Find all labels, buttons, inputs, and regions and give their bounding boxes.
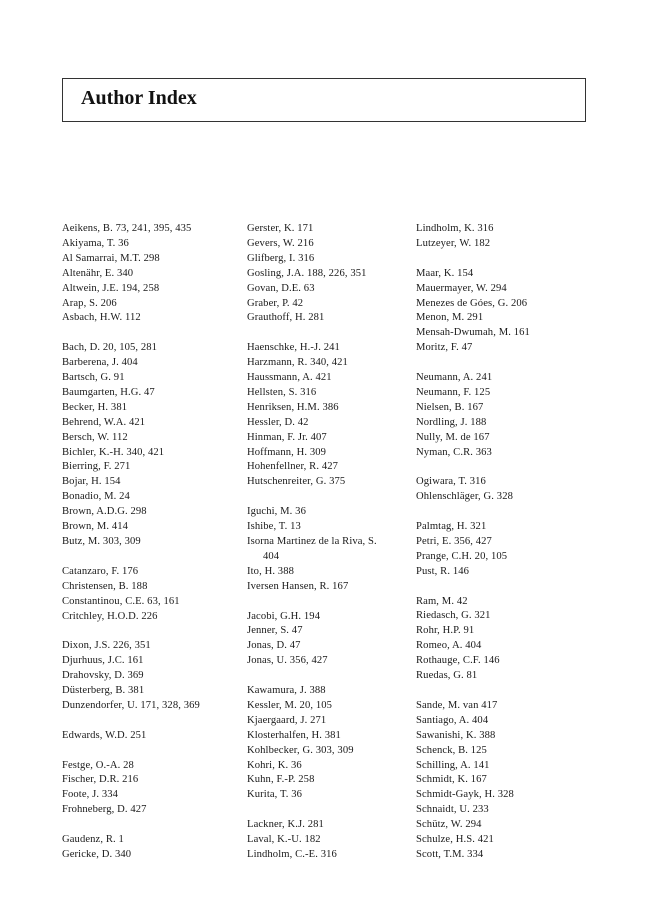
entry-gap [416,684,591,699]
index-entry: Nyman, C.R. 363 [416,446,492,458]
index-entry: Graber, P. 42 [247,297,304,309]
index-entry: Altenähr, E. 340 [62,267,134,279]
index-entry: Palmtag, H. 321 [416,521,487,533]
index-entry: Klosterhalfen, H. 381 [247,729,341,741]
index-entry: Düsterberg, B. 381 [62,685,145,697]
index-entry: Butz, M. 303, 309 [62,536,141,548]
index-entry: Haussmann, A. 421 [247,372,332,384]
index-entry: Petri, E. 356, 427 [416,535,492,547]
index-entry: Sande, M. van 417 [416,699,498,711]
index-entry: Schnaidt, U. 233 [416,804,489,816]
index-entry: Constantinou, C.E. 63, 161 [62,595,180,607]
index-column-1 [62,222,232,863]
title-box [62,78,586,122]
index-entry: Foote, J. 334 [62,789,119,801]
index-entry: Henriksen, H.M. 386 [247,401,339,413]
index-entry: Kurita, T. 36 [247,789,303,801]
entry-gap [416,252,591,267]
entry-gap [62,744,232,759]
index-entry: Gevers, W. 216 [247,237,314,249]
index-entry: Hessler, D. 42 [247,416,309,428]
index-entry: Schmidt-Gayk, H. 328 [416,789,514,801]
entry-gap [416,580,591,595]
page-title: Author Index [81,87,197,109]
index-entry: Akiyama, T. 36 [62,237,129,249]
index-entry: Ito, H. 388 [247,565,295,577]
index-entry: Jonas, U. 356, 427 [247,655,328,667]
index-entry: Bersch, W. 112 [62,431,128,443]
index-entry: Sawanishi, K. 388 [416,729,496,741]
index-entry: Schulze, H.S. 421 [416,834,494,846]
index-entry: Ram, M. 42 [416,595,468,607]
index-entry-continuation: 404 [263,550,280,562]
index-column-3 [416,222,591,863]
index-entry: Moritz, F. 47 [416,342,473,354]
index-entry: Rothauge, C.F. 146 [416,655,500,667]
index-entry: Pust, R. 146 [416,565,470,577]
index-entry: Drahovsky, D. 369 [62,670,144,682]
index-entry: Becker, H. 381 [62,401,128,413]
index-entry: Kawamura, J. 388 [247,685,326,697]
index-entry: Romeo, A. 404 [416,640,482,652]
index-entry: Hutschenreiter, G. 375 [247,476,346,488]
index-entry: Schilling, A. 141 [416,759,490,771]
index-column-2 [247,222,417,863]
index-entry: Gericke, D. 340 [62,848,132,860]
index-entry: Dixon, J.S. 226, 351 [62,640,151,652]
index-entry: Isorna Martinez de la Riva, S. [247,536,377,547]
index-entry: Santiago, A. 404 [416,714,489,726]
index-entry: Barberena, J. 404 [62,357,138,369]
entry-gap [62,550,232,565]
index-entry: Ruedas, G. 81 [416,670,478,682]
index-entry: Gaudenz, R. 1 [62,834,124,846]
index-entry: Ohlenschläger, G. 328 [416,491,513,503]
index-entry: Djurhuus, J.C. 161 [62,655,144,667]
entry-gap [247,490,417,505]
index-entry: Laval, K.-U. 182 [247,834,321,846]
index-entry: Asbach, H.W. 112 [62,312,141,324]
index-entry: Hellsten, S. 316 [247,386,317,398]
index-entry: Bonadio, M. 24 [62,491,130,503]
entry-gap [247,803,417,818]
entry-gap [62,326,232,341]
index-entry: Schütz, W. 294 [416,819,482,831]
index-entry: Al Samarrai, M.T. 298 [62,252,160,264]
index-entry: Gosling, J.A. 188, 226, 351 [247,267,367,279]
entry-gap [416,356,591,371]
index-entry: Aeikens, B. 73, 241, 395, 435 [62,223,192,234]
index-entry: Behrend, W.A. 421 [62,416,146,428]
index-entry: Frohneberg, D. 427 [62,804,147,816]
index-entry: Kohri, K. 36 [247,759,302,771]
index-entry: Hoffmann, H. 309 [247,446,327,458]
index-entry: Schenck, B. 125 [416,744,487,756]
index-entry: Grauthoff, H. 281 [247,312,325,324]
index-entry: Fischer, D.R. 216 [62,774,139,786]
index-entry: Brown, A.D.G. 298 [62,506,147,518]
index-entry: Bierring, F. 271 [62,461,131,473]
index-entry: Bojar, H. 154 [62,476,121,488]
index-entry: Prange, C.H. 20, 105 [416,550,508,562]
index-entry: Riedasch, G. 321 [416,610,491,622]
index-entry: Glifberg, I. 316 [247,252,315,264]
index-entry: Ogiwara, T. 316 [416,476,486,488]
index-entry: Lackner, K.J. 281 [247,819,324,831]
entry-gap [247,326,417,341]
index-entry: Jonas, D. 47 [247,640,301,652]
index-entry: Ishibe, T. 13 [247,521,301,533]
index-entry: Nully, M. de 167 [416,431,490,443]
index-entry: Arap, S. 206 [62,297,117,309]
index-entry: Kohlbecker, G. 303, 309 [247,744,354,756]
index-entry: Catanzaro, F. 176 [62,565,139,577]
index-entry: Lindholm, K. 316 [416,223,494,234]
index-entry: Jacobi, G.H. 194 [247,610,321,622]
index-entry: Festge, O.-A. 28 [62,759,134,771]
index-entry: Kjaergaard, J. 271 [247,714,327,726]
index-entry: Maar, K. 154 [416,267,474,279]
entry-gap [416,460,591,475]
index-entry: Jenner, S. 47 [247,625,303,637]
index-entry: Menezes de Góes, G. 206 [416,297,528,309]
index-entry: Kuhn, F.-P. 258 [247,774,315,786]
index-entry: Dunzendorfer, U. 171, 328, 369 [62,699,200,711]
index-entry: Brown, M. 414 [62,521,129,533]
index-entry: Harzmann, R. 340, 421 [247,357,348,369]
index-entry: Christensen, B. 188 [62,580,148,592]
index-entry: Baumgarten, H.G. 47 [62,386,155,398]
index-entry: Bach, D. 20, 105, 281 [62,342,158,354]
index-entry: Bichler, K.-H. 340, 421 [62,446,165,458]
index-entry: Lindholm, C.-E. 316 [247,848,337,860]
index-entry: Kessler, M. 20, 105 [247,699,333,711]
index-entry: Neumann, F. 125 [416,386,491,398]
entry-gap [62,818,232,833]
index-entry: Iversen Hansen, R. 167 [247,580,349,592]
entry-gap [247,595,417,610]
index-entry: Altwein, J.E. 194, 258 [62,282,160,294]
index-entry: Hinman, F. Jr. 407 [247,431,327,443]
index-entry: Bartsch, G. 91 [62,372,125,384]
index-entry: Neumann, A. 241 [416,372,493,384]
index-entry: Govan, D.E. 63 [247,282,315,294]
index-entry: Menon, M. 291 [416,312,484,324]
entry-gap [62,624,232,639]
index-entry: Gerster, K. 171 [247,223,314,234]
entry-gap [416,505,591,520]
index-entry: Critchley, H.O.D. 226 [62,610,158,622]
entry-gap [62,714,232,729]
index-entry: Rohr, H.P. 91 [416,625,475,637]
index-entry: Haenschke, H.-J. 241 [247,342,340,354]
index-entry: Nordling, J. 188 [416,416,487,428]
index-entry: Iguchi, M. 36 [247,506,306,518]
index-entry: Schmidt, K. 167 [416,774,487,786]
index-entry: Nielsen, B. 167 [416,401,484,413]
index-entry: Scott, T.M. 334 [416,848,484,860]
index-entry: Lutzeyer, W. 182 [416,237,491,249]
index-entry: Mauermayer, W. 294 [416,282,507,294]
index-entry: Edwards, W.D. 251 [62,729,147,741]
index-entry: Hohenfellner, R. 427 [247,461,339,473]
index-entry: Mensah-Dwumah, M. 161 [416,327,530,339]
entry-gap [247,669,417,684]
